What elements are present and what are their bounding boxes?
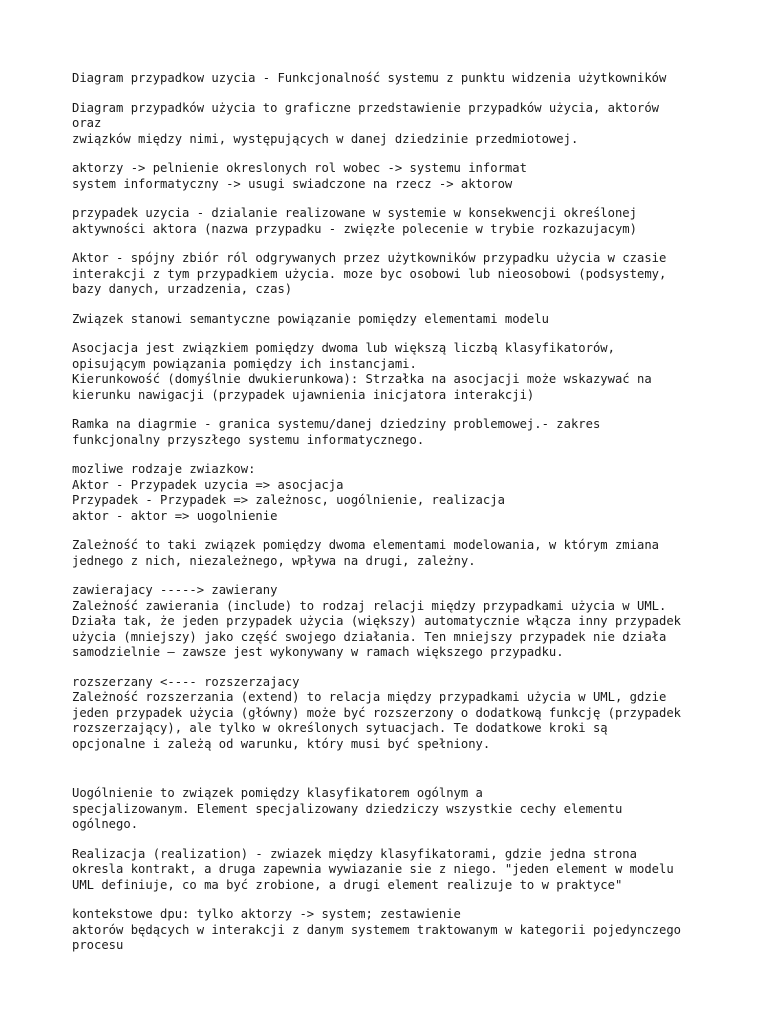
text-line: Zależność to taki związek pomiędzy dwoma elementami modelowania, w którym zmiana	[72, 538, 659, 552]
text-line: jeden przypadek użycia (główny) może być rozszerzony o dodatkową funkcję (przypadek	[72, 705, 682, 720]
text-line: Związek stanowi semantyczne powiązanie pomiędzy elementami modelu	[72, 311, 549, 326]
text-line: Kierunkowość (domyślnie dwukierunkowa): Strzałka na asocjacji może wskazywać na	[72, 372, 652, 386]
text-line: bazy danych, urzadzenia, czas)	[72, 282, 293, 296]
paragraph	[72, 417, 712, 448]
text-line: kierunku nawigacji (przypadek ujawnienia inicjatora interakcji)	[72, 387, 535, 402]
text-line: opisującym powiązania pomiędzy ich instancjami.	[72, 356, 417, 371]
paragraph	[72, 101, 712, 148]
text-line: mozliwe rodzaje zwiazkow:	[72, 462, 256, 476]
text-line: oraz	[72, 116, 102, 130]
text-line: okresla kontrakt, a druga zapewnia wywiazanie sie z niego. "jeden element w modelu	[72, 862, 674, 876]
text-line: Realizacja (realization) - zwiazek między klasyfikatorami, gdzie jedna strona	[72, 846, 637, 861]
text-line: Zależność rozszerzania (extend) to relacja między przypadkami użycia w UML, gdzie	[72, 690, 667, 704]
text-line: Aktor - spójny zbiór ról odgrywanych przez użytkowników przypadku użycia w czasie	[72, 251, 667, 265]
text-line: rozszerzany <---- rozszerzajacy	[72, 674, 300, 689]
paragraph	[72, 462, 712, 524]
paragraph	[72, 907, 712, 954]
text-line: Przypadek - Przypadek => zależnosc, uogólnienie, realizacja	[72, 493, 505, 507]
text-line: specjalizowanym. Element specjalizowany dziedziczy wszystkie cechy elementu	[72, 801, 623, 816]
paragraph	[72, 847, 712, 894]
text-line: Asocjacja jest związkiem pomiędzy dwoma lub większą liczbą klasyfikatorów,	[72, 341, 615, 355]
text-line: Działa tak, że jeden przypadek użycia (większy) automatycznie włącza inny przypadek	[72, 614, 682, 628]
text-line: Diagram przypadków użycia to graficzne przedstawienie przypadków użycia, aktorów	[72, 100, 659, 115]
paragraph	[72, 161, 712, 192]
text-line: zawierajacy -----> zawierany	[72, 583, 278, 597]
text-line: samodzielnie – zawsze jest wykonywany w ramach większego przypadku.	[72, 645, 564, 659]
text-line: rozszerzający), ale tylko w określonych sytuacjach. Te dodatkowe kroki są	[72, 721, 608, 735]
text-line: aktorzy -> pelnienie okreslonych rol wobec -> systemu informat	[72, 161, 527, 175]
text-line: użycia (mniejszy) jako część swojego działania. Ten mniejszy przypadek nie działa	[72, 629, 667, 644]
paragraph	[72, 206, 712, 237]
text-line: procesu	[72, 938, 124, 952]
text-line: związków między nimi, występujących w danej dziedzinie przedmiotowej.	[72, 131, 579, 146]
text-line: Aktor - Przypadek uzycia => asocjacja	[72, 477, 344, 492]
text-line: Ramka na diagrmie - granica systemu/danej dziedziny problemowej.- zakres	[72, 417, 601, 431]
paragraph	[72, 786, 712, 833]
paragraph	[72, 341, 712, 403]
text-line: funkcjonalny przyszłego systemu informatycznego.	[72, 432, 425, 447]
text-line: aktorów będących w interakcji z danym systemem traktowanym w kategorii pojedynczego	[72, 922, 682, 937]
text-line: opcjonalne i zależą od warunku, który musi być spełniony.	[72, 736, 491, 751]
paragraph	[72, 538, 712, 569]
text-line: Zależność zawierania (include) to rodzaj relacji między przypadkami użycia w UML.	[72, 598, 667, 613]
text-line: interakcji z tym przypadkiem użycia. moze byc osobowi lub nieosobowi (podsystemy,	[72, 266, 667, 281]
paragraph	[72, 583, 712, 661]
text-line: przypadek uzycia - dzialanie realizowane w systemie w konsekwencji określonej	[72, 206, 637, 220]
paragraph	[72, 71, 712, 87]
paragraph	[72, 251, 712, 298]
paragraph	[72, 675, 712, 753]
text-line: jednego z nich, niezależnego, wpływa na drugi, zależny.	[72, 553, 476, 568]
document-body	[72, 71, 712, 968]
paragraph	[72, 312, 712, 328]
text-line: UML definiuje, co ma być zrobione, a drugi element realizuje to w praktyce"	[72, 877, 623, 892]
text-line: ogólnego.	[72, 817, 139, 831]
text-line: aktor - aktor => uogolnienie	[72, 508, 278, 523]
text-line: Uogólnienie to związek pomiędzy klasyfikatorem ogólnym a	[72, 786, 483, 800]
text-line: kontekstowe dpu: tylko aktorzy -> system; zestawienie	[72, 907, 461, 921]
text-line: system informatyczny -> usugi swiadczone na rzecz -> aktorow	[72, 176, 513, 191]
text-line: aktywności aktora (nazwa przypadku - zwięzłe polecenie w trybie rozkazujacym)	[72, 221, 637, 236]
text-line: Diagram przypadkow uzycia - Funkcjonalność systemu z punktu widzenia użytkowników	[72, 71, 667, 85]
